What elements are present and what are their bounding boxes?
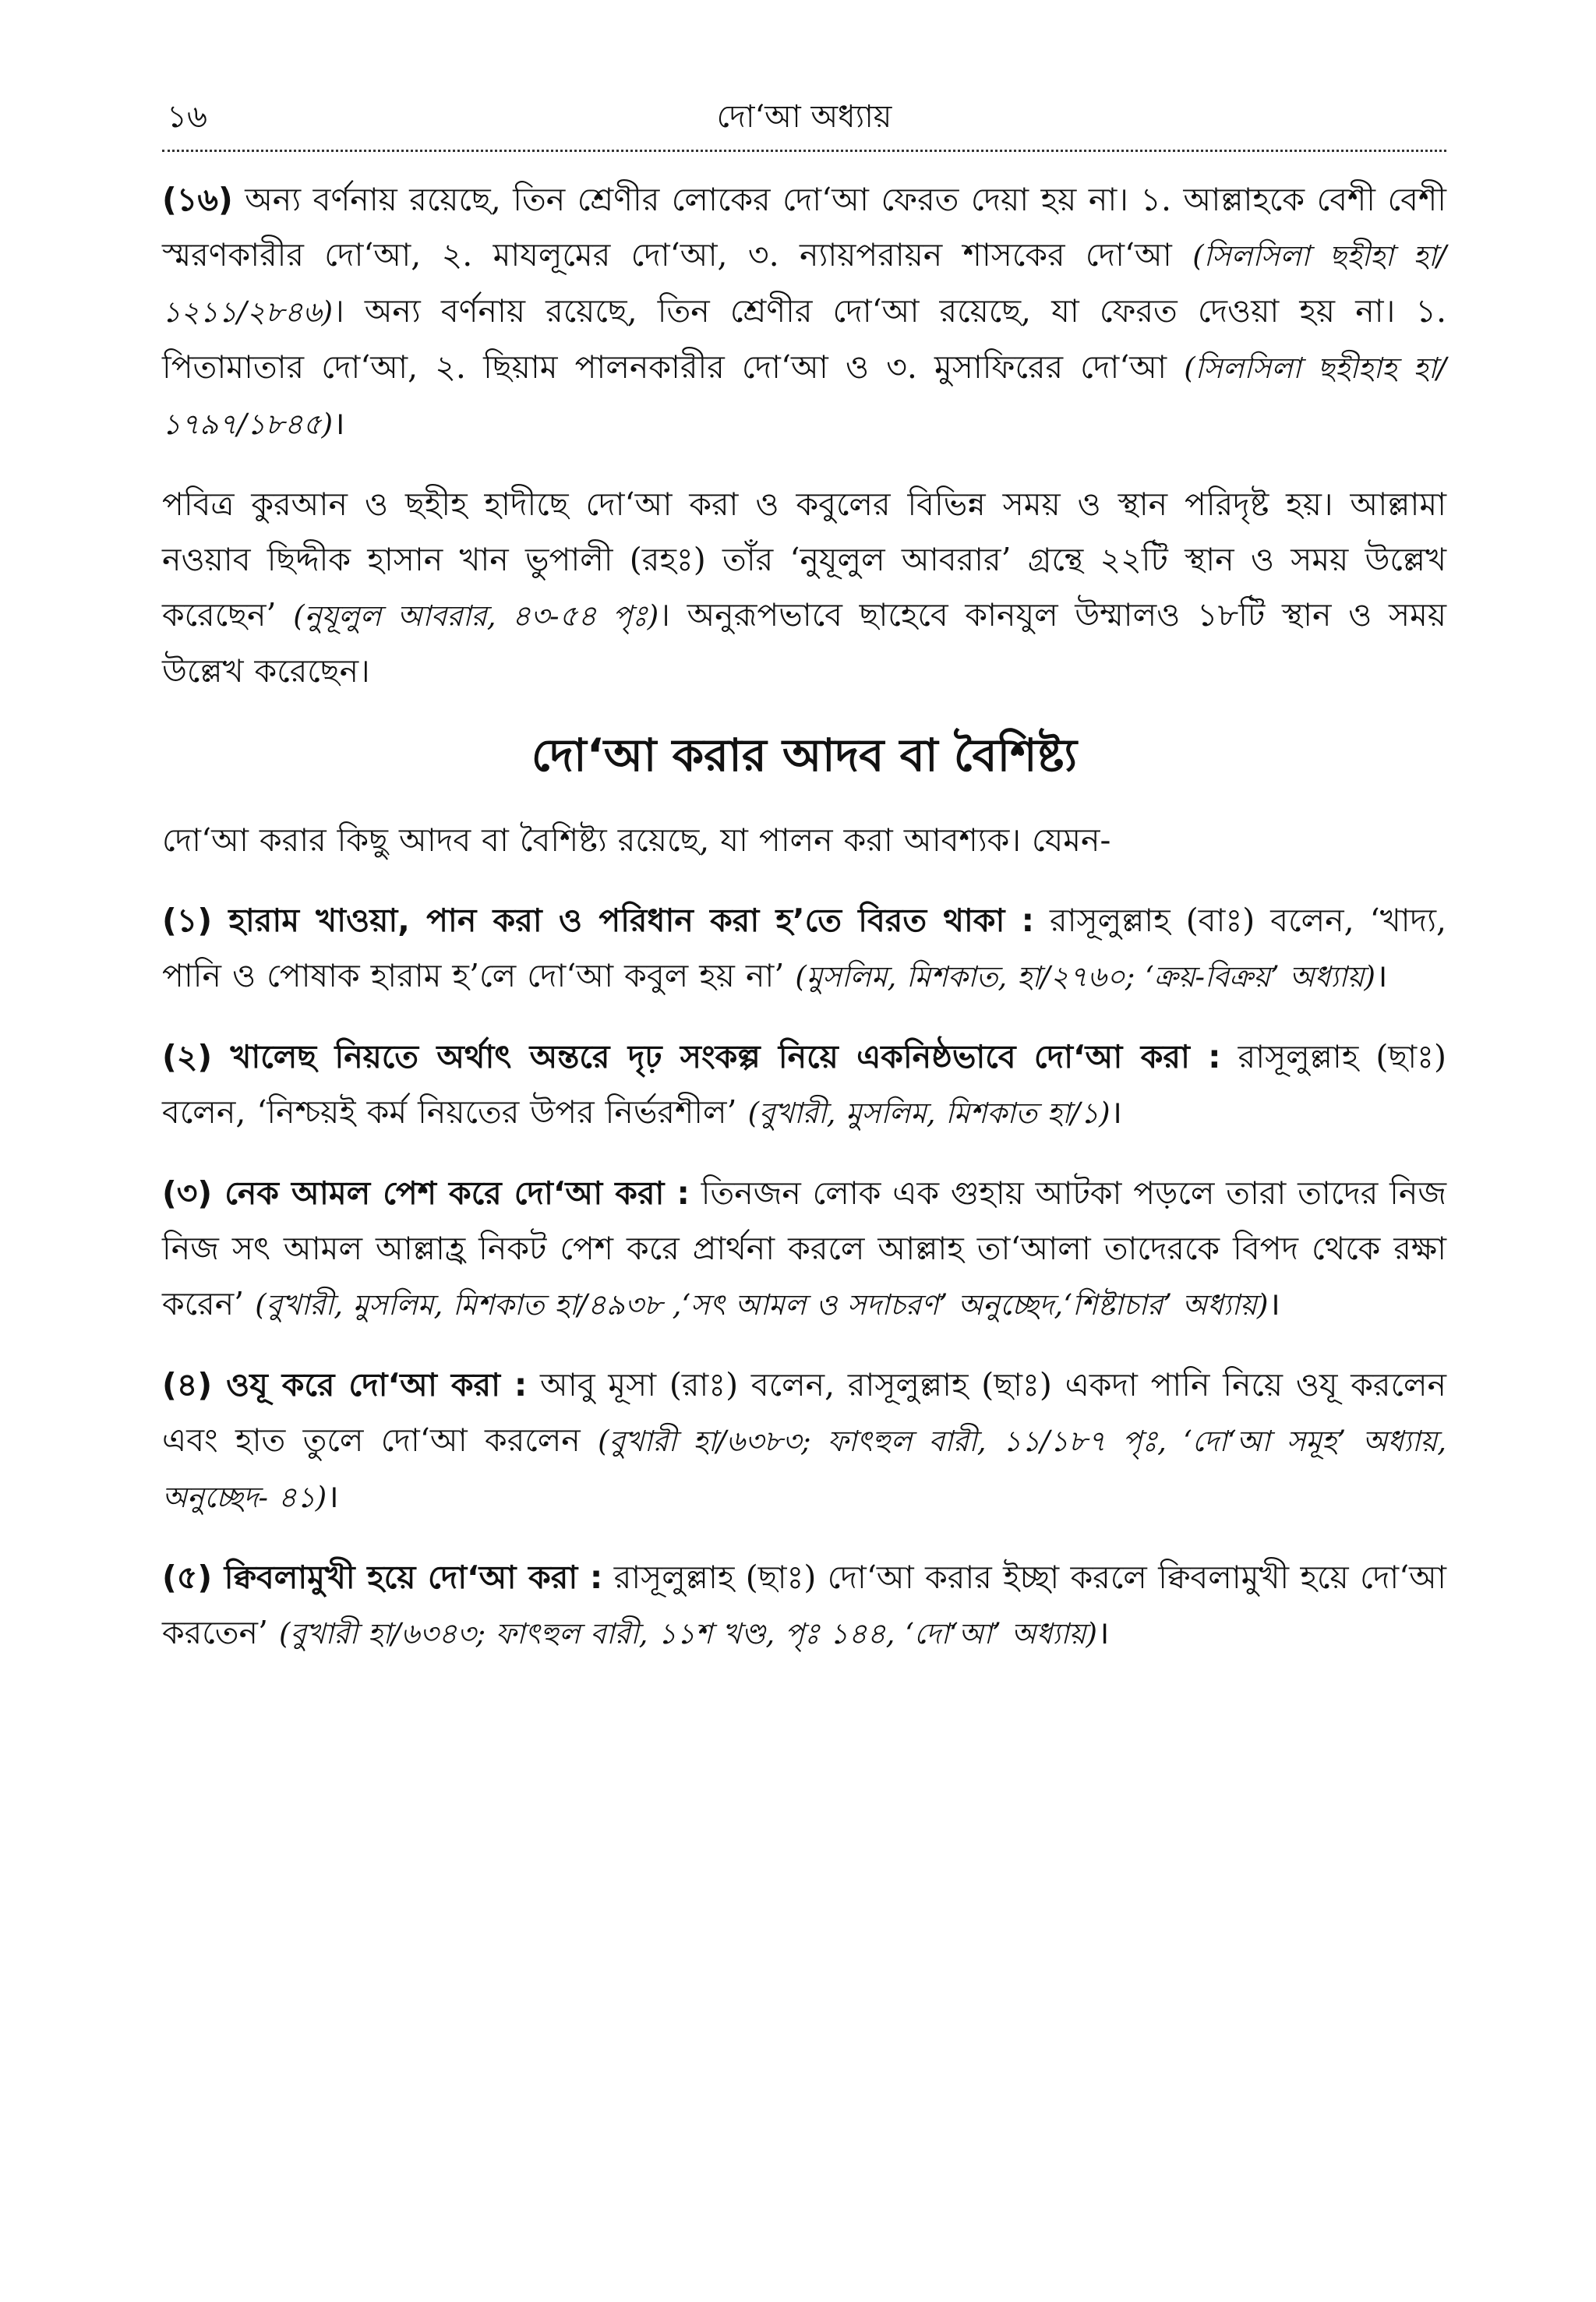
paragraph-text: পবিত্র কুরআন ও ছহীহ হাদীছে দো‘আ করা ও কবুলের বিভিন্ন সময় ও স্থান পরিদৃষ্ট হয়। আল্লামা নওয়াব ছিদ্দীক হাসান খান ভুপালী (রহঃ) তাঁর ‘নুযূলুল আবরার’ গ্রন্থে ২২টি স্থান ও সময় উল্লেখ করেছেন’ [162, 485, 1446, 634]
citation: (বুখারী হা/৬৩৮৩; ফাৎহুল বারী, ১১/১৮৭ পৃঃ, ‘দো‘আ সমূহ’ অধ্যায়, অনুচ্ছেদ- ৪১) [162, 1425, 1446, 1514]
list-item [162, 1550, 1446, 1661]
section-heading: দো‘আ করার আদব বা বৈশিষ্ট্য [531, 729, 1078, 782]
item-text: রাসূলুল্লাহ (ছাঃ) দো‘আ করার ইচ্ছা করলে ক্বিবলামুখী হয়ে দো‘আ করতেন’ [162, 1559, 1446, 1651]
paragraph-text: দো‘আ করার কিছু আদব বা বৈশিষ্ট্য রয়েছে, যা পালন করা আবশ্যক। যেমন- [162, 821, 1111, 859]
citation: (বুখারী হা/৬৩৪৩; ফাৎহুল বারী, ১১শ খণ্ড, পৃঃ ১৪৪, ‘দো‘আ’ অধ্যায়) [279, 1617, 1097, 1651]
list-item [162, 1166, 1446, 1333]
item-text: রাসূলুল্লাহ (ছাঃ) বলেন, ‘নিশ্চয়ই কর্ম নিয়তের উপর নির্ভরশীল’ [162, 1038, 1446, 1131]
paragraph-text: । অনুরূপভাবে ছাহেবে কানযুল উম্মালও ১৮টি স্থান ও সময় উল্লেখ করেছেন। [162, 596, 1446, 690]
document-page [162, 92, 1446, 1686]
item-text: । [1110, 1093, 1123, 1131]
page-content [162, 152, 1446, 1661]
paragraph-text: অন্য বর্ণনায় রয়েছে, তিন শ্রেণীর লোকের দো‘আ ফেরত দেয়া হয় না। ১. আল্লাহকে বেশী বেশী স্মরণকারীর দো‘আ, ২. মাযলূমের দো‘আ, ৩. ন্যায়পরায়ন শাসকের দো‘আ [162, 181, 1446, 274]
item-heading: (৩) নেক আমল পেশ করে দো‘আ করা : [162, 1174, 690, 1212]
paragraph-text: । অন্য বর্ণনায় রয়েছে, তিন শ্রেণীর দো‘আ রয়েছে, যা ফেরত দেওয়া হয় না। ১. পিতামাতার দো‘আ, ২. ছিয়াম পালনকারীর দো‘আ ও ৩. মুসাফিরের দো‘আ [162, 292, 1446, 386]
citation: (মুসলিম, মিশকাত, হা/২৭৬০; ‘ক্রয়-বিক্রয়’ অধ্যায়) [795, 960, 1375, 994]
item-text: । [1096, 1614, 1110, 1651]
item-heading: (৪) ওযূ করে দো‘আ করা : [162, 1366, 528, 1403]
citation: (বুখারী, মুসলিম, মিশকাত হা/৪৯৩৮ ,‘সৎ আমল ও সদাচরণ’ অনুচ্ছেদ,‘শিষ্টাচার’ অধ্যায়) [255, 1288, 1269, 1322]
item-text: রাসূলুল্লাহ (বাঃ) বলেন, ‘খাদ্য, পানি ও পোষাক হারাম হ’লে দো‘আ কবুল হয় না’ [162, 902, 1446, 994]
item-text: আবু মূসা (রাঃ) বলেন, রাসূলুল্লাহ (ছাঃ) একদা পানি নিয়ে ওযূ করলেন এবং হাত তুলে দো‘আ করলেন [162, 1366, 1446, 1459]
item-heading: (২) খালেছ নিয়তে অর্থাৎ অন্তরে দৃঢ় সংকল্প নিয়ে একনিষ্ঠভাবে দো‘আ করা : [162, 1038, 1221, 1075]
page-header [162, 92, 1446, 152]
item-text: । [327, 1478, 339, 1515]
item-text: । [1375, 957, 1388, 994]
item-text: তিনজন লোক এক গুহায় আটকা পড়লে তারা তাদের নিজ নিজ সৎ আমল আল্লাহ্র নিকট পেশ করে প্রার্থনা করলে আল্লাহ তা‘আলা তাদেরকে বিপদ থেকে রক্ষা করেন’ [162, 1174, 1447, 1322]
paragraph-16 [162, 172, 1446, 452]
citation: (সিলসিলা ছহীহাহ হা/১৭৯৭/১৮৪৫) [162, 351, 1446, 441]
item-heading: (৫) ক্বিবলামুখী হয়ে দো‘আ করা : [162, 1559, 603, 1596]
running-title: দো‘আ অধ্যায় [716, 99, 892, 135]
page-number: ১৬ [167, 99, 207, 135]
item-heading: (১) হারাম খাওয়া, পান করা ও পরিধান করা হ’তে বিরত থাকা : [162, 902, 1035, 939]
citation: (সিলসিলা ছহীহা হা/১২১১/২৮৪৬) [162, 239, 1446, 329]
list-item [162, 1358, 1446, 1525]
citation: (নুযূলুল আবরার, ৪৩-৫৪ পৃঃ) [293, 599, 659, 633]
list-item [162, 893, 1446, 1004]
list-item [162, 1029, 1446, 1141]
intro-paragraph [162, 813, 1446, 868]
paragraph-number: (১৬) [162, 181, 233, 218]
paragraph-quran-hadith [162, 477, 1446, 699]
citation: (বুখারী, মুসলিম, মিশকাত হা/১) [747, 1096, 1110, 1130]
item-text: । [1268, 1285, 1280, 1322]
paragraph-text: । [333, 404, 345, 442]
